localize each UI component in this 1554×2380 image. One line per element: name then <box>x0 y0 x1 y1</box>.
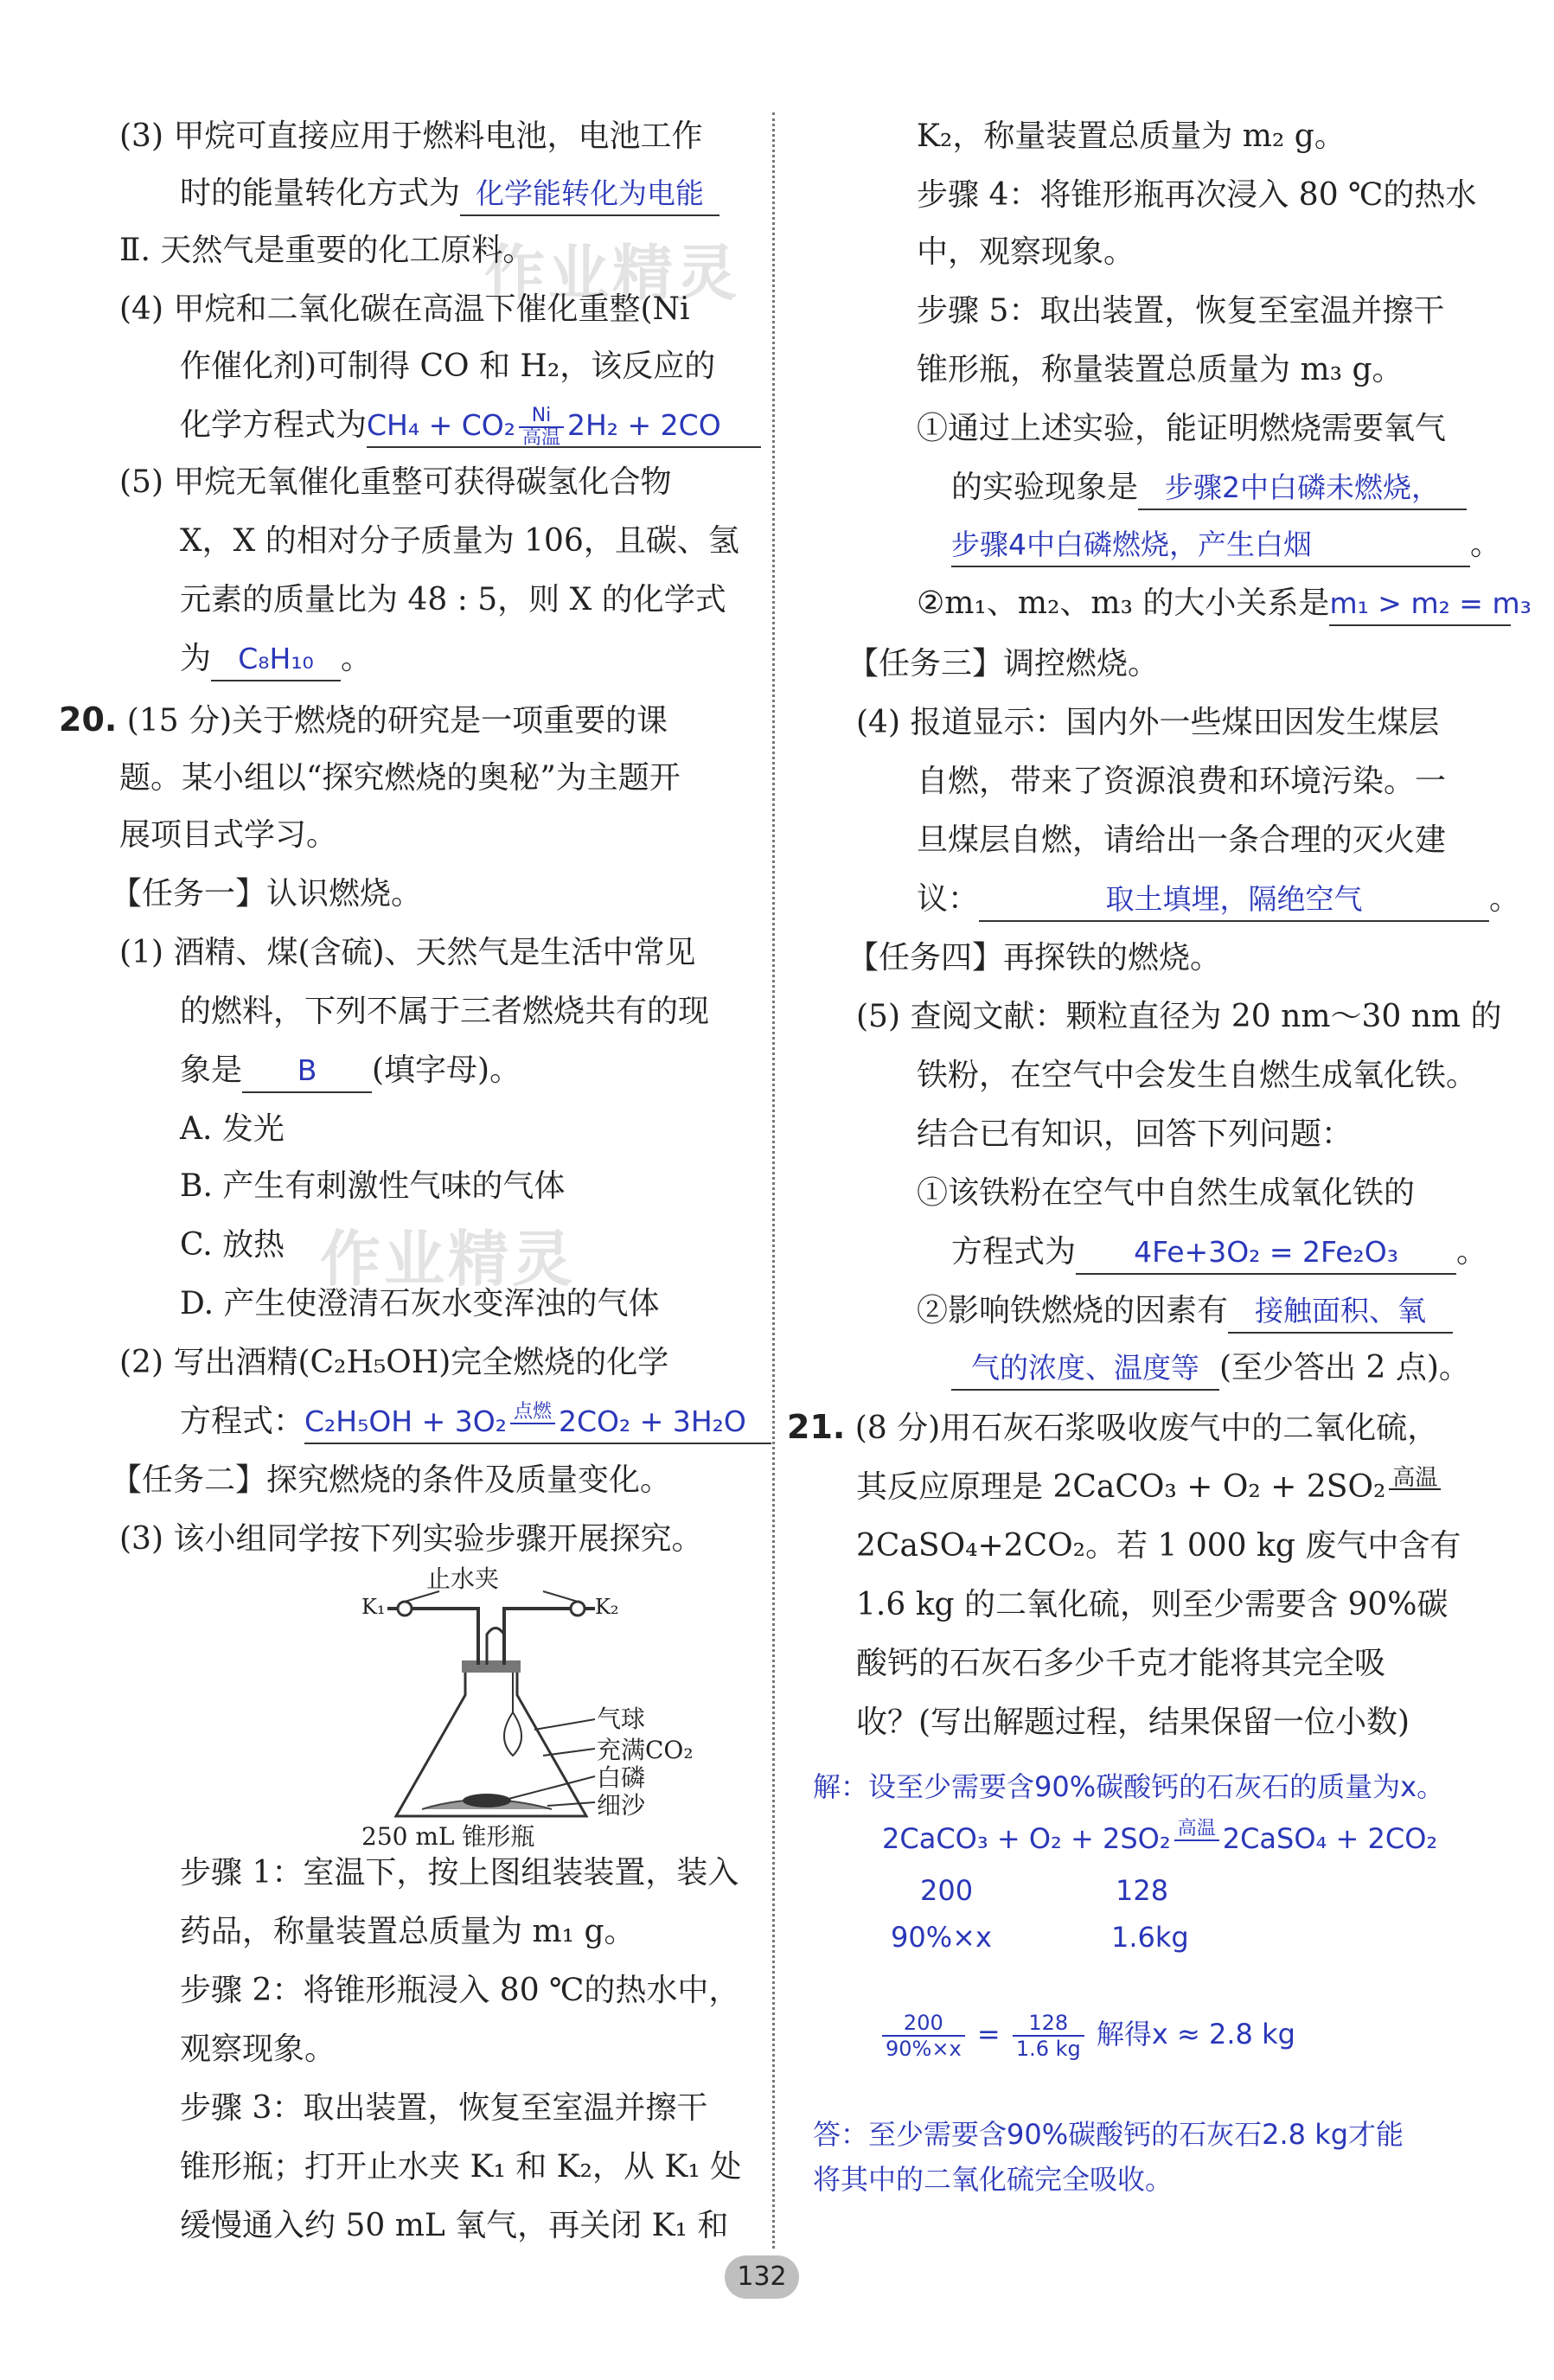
q5-suffix: 。 <box>341 641 373 676</box>
fig-label-balloon: 气球 <box>597 1705 646 1733</box>
t5-c2-line2 <box>951 1346 1470 1391</box>
sol-90x: 90%×x <box>891 1921 992 1954</box>
q4-line1: (4) 甲烷和二氧化碳在高温下催化重整(Ni <box>119 291 690 327</box>
t2-prefix: 方程式： <box>180 1404 305 1439</box>
t5-c2-line1 <box>917 1289 1453 1334</box>
q5-line3: 元素的质量比为 48 : 5，则 X 的化学式 <box>180 582 726 617</box>
step2-line1: 步骤 2：将锥形瓶浸入 80 ℃的热水中， <box>180 1973 740 2008</box>
option-d: D. 产生使澄清石灰水变浑浊的气体 <box>180 1286 660 1321</box>
option-b: B. 产生有刺激性气味的气体 <box>180 1168 566 1204</box>
q5-answer-blank <box>211 642 341 681</box>
q21-line4: 1.6 kg 的二氧化硫，则至少需要含 90%碳 <box>856 1587 1448 1622</box>
sol-128: 128 <box>1116 1874 1169 1907</box>
sol-frac2-bottom: 1.6 kg <box>1015 2037 1081 2061</box>
r-k2-line: K₂，称量装置总质量为 m₂ g。 <box>917 118 1346 154</box>
c1-answer1: 步骤2中白磷未燃烧， <box>1165 470 1441 504</box>
step5-line1: 步骤 5：取出装置，恢复至室温并擦干 <box>917 293 1445 329</box>
step4-line1: 步骤 4：将锥形瓶再次浸入 80 ℃的热水 <box>917 177 1477 213</box>
q4-line3 <box>180 403 761 448</box>
q3-answer-blank <box>460 176 719 216</box>
t4-suffix: 。 <box>1489 881 1521 917</box>
t1-line2: 的燃料，下列不属于三者燃烧共有的现 <box>180 994 710 1029</box>
solution-line1: 解：设至少需要含90%碳酸钙的石灰石的质量为x。 <box>813 1770 1445 1803</box>
q21-line5: 酸钙的石灰石多少千克才能将其完全吸 <box>856 1646 1386 1681</box>
q4-answer-blank <box>367 404 761 449</box>
sol-eq-cond: 高温 <box>1174 1819 1219 1841</box>
t5-line3: 结合已有知识，回答下列问题： <box>917 1116 1353 1152</box>
q4-eq-right: 2H₂ + 2CO <box>567 408 721 442</box>
q3-prefix: 时的能量转化方式为 <box>180 176 461 211</box>
c2-line <box>917 581 1532 626</box>
q21-line1 <box>787 1404 1438 1451</box>
t5-line2: 铁粉，在空气中会发生自燃生成氧化铁。 <box>917 1058 1478 1093</box>
q4-prefix: 化学方程式为 <box>180 407 368 443</box>
option-c: C. 放热 <box>180 1227 285 1263</box>
t4-line1: (4) 报道显示：国内外一些煤田因发生煤层 <box>856 705 1440 740</box>
q4-cond-top: Ni <box>519 406 564 428</box>
q21-condition <box>1389 1465 1441 1511</box>
c1-prefix: 的实验现象是 <box>951 470 1139 505</box>
t5-c2-answer1: 接触面积、氧 <box>1255 1294 1427 1328</box>
t5-c2-answer-blank2 <box>951 1351 1219 1391</box>
c1-answer-blank2 <box>951 528 1470 567</box>
q4-eq-condition <box>519 406 564 449</box>
fig-label-k2: K₂ <box>595 1595 619 1619</box>
column-divider <box>772 112 775 2249</box>
q4-cond-bottom: 高温 <box>521 426 560 449</box>
c2-answer-blank <box>1329 586 1532 626</box>
q4-eq-left: CH₄ + CO₂ <box>367 408 515 442</box>
sol-result: 解得x ≈ 2.8 kg <box>1096 2018 1295 2051</box>
step3-line1: 步骤 3：取出装置，恢复至室温并擦干 <box>180 2090 708 2126</box>
q20-number: 20. <box>59 701 118 739</box>
t5-c1-line1: ①该铁粉在空气中自然生成氧化铁的 <box>917 1175 1416 1211</box>
step2-line2: 观察现象。 <box>180 2031 336 2067</box>
q4-line2: 作催化剂)可制得 CO 和 H₂，该反应的 <box>180 349 716 384</box>
q5-line1: (5) 甲烷无氧催化重整可获得碳氢化合物 <box>119 464 672 500</box>
q20-text1: (15 分)关于燃烧的研究是一项重要的课 <box>126 703 668 739</box>
sol-frac2 <box>1013 2011 1084 2061</box>
q21-text1: (8 分)用石灰石浆吸收废气中的二氧化硫， <box>854 1411 1439 1446</box>
sol-ratio <box>879 2008 1295 2061</box>
q21-cond: 高温 <box>1389 1468 1441 1490</box>
t5-c1-line2 <box>951 1230 1487 1275</box>
t5-c2-answer-blank1 <box>1228 1294 1453 1334</box>
t5-c2-suffix: (至少答出 2 点)。 <box>1219 1350 1470 1385</box>
t5-line1: (5) 查阅文献：颗粒直径为 20 nm～30 nm 的 <box>856 999 1502 1034</box>
t4-line4 <box>917 877 1520 922</box>
task1-heading: 【任务一】认识燃烧。 <box>111 876 423 912</box>
apparatus-figure <box>336 1564 733 1851</box>
t2-line1: (2) 写出酒精(C₂H₅OH)完全燃烧的化学 <box>119 1345 669 1380</box>
q21-text2: 其反应原理是 2CaCO₃ + O₂ + 2SO₂ <box>856 1469 1386 1505</box>
part2-heading: Ⅱ. 天然气是重要的化工原料。 <box>119 233 534 268</box>
t5-c1-prefix: 方程式为 <box>951 1234 1077 1270</box>
fig-label-co2: 充满CO₂ <box>597 1736 694 1764</box>
sol-eq-left: 2CaCO₃ + O₂ + 2SO₂ <box>882 1822 1171 1855</box>
q3-answer: 化学能转化为电能 <box>476 176 705 210</box>
c1-answer-blank1 <box>1138 470 1467 510</box>
t1-answer-blank <box>242 1053 372 1093</box>
t1-suffix: (填字母)。 <box>372 1052 521 1088</box>
step1-line2: 药品，称量装置总质量为 m₁ g。 <box>180 1914 636 1949</box>
q5-prefix: 为 <box>180 641 212 676</box>
t2-line2 <box>180 1399 771 1444</box>
q21-line2 <box>856 1465 1444 1511</box>
t3-line1: (3) 该小组同学按下列实验步骤开展探究。 <box>119 1521 703 1557</box>
sol-frac1-bottom: 90%×x <box>886 2037 962 2061</box>
c1-line3 <box>951 522 1501 567</box>
fig-label-k1: K₁ <box>361 1595 386 1619</box>
fig-label-clip: 止水夹 <box>426 1564 500 1593</box>
fig-label-sand: 细沙 <box>597 1791 646 1820</box>
t2-eq-condition <box>510 1402 555 1445</box>
q20-line2: 题。某小组以“探究燃烧的奥秘”为主题开 <box>119 760 681 796</box>
q3-line2 <box>180 171 719 216</box>
task3-heading: 【任务三】调控燃烧。 <box>847 646 1160 681</box>
q21-line3: 2CaSO₄+2CO₂。若 1 000 kg 废气中含有 <box>856 1528 1461 1564</box>
sol-1-6kg: 1.6kg <box>1111 1921 1189 1954</box>
c1-line1: ①通过上述实验，能证明燃烧需要氧气 <box>917 411 1447 446</box>
c1-line2 <box>951 465 1467 510</box>
q5-answer: C₈H₁₀ <box>238 642 314 675</box>
q3-line1: (3) 甲烷可直接应用于燃料电池，电池工作 <box>119 118 703 154</box>
step5-line2: 锥形瓶，称量装置总质量为 m₃ g。 <box>917 352 1404 387</box>
t2-eq-left: C₂H₅OH + 3O₂ <box>304 1404 507 1438</box>
c2-answer: m₁ > m₂ = m₃ <box>1329 586 1532 620</box>
t1-answer: B <box>297 1053 317 1087</box>
sol-equals: = <box>976 2018 1001 2051</box>
page-number: 132 <box>725 2255 799 2299</box>
q5-line2: X，X 的相对分子质量为 106，且碳、氢 <box>180 523 739 559</box>
step4-line2: 中，观察现象。 <box>917 234 1135 270</box>
sol-eq-condition <box>1174 1819 1219 1862</box>
apparatus-drawing <box>336 1583 733 1842</box>
c1-answer2: 步骤4中白磷燃烧，产生白烟 <box>951 528 1312 561</box>
t1-prefix: 象是 <box>180 1052 243 1088</box>
watermark: 作业精灵 <box>320 1224 576 1295</box>
q20-line1 <box>59 697 668 744</box>
t2-cond: 点燃 <box>510 1402 555 1424</box>
t5-c1-answer-blank <box>1076 1235 1456 1275</box>
t1-line3 <box>180 1048 521 1093</box>
fig-label-phosphorus: 白磷 <box>597 1763 646 1792</box>
sol-frac1-top: 200 <box>882 2011 965 2037</box>
q5-line4 <box>180 637 372 681</box>
t4-line3: 旦煤层自燃，请给出一条合理的灭火建 <box>917 822 1447 858</box>
step1-line1: 步骤 1：室温下，按上图组装装置，装入 <box>180 1855 739 1891</box>
q4-equation <box>367 404 721 449</box>
t2-answer-blank <box>304 1400 771 1444</box>
step3-line2: 锥形瓶；打开止水夹 K₁ 和 K₂，从 K₁ 处 <box>180 2149 742 2185</box>
t5-c2-prefix: ②影响铁燃烧的因素有 <box>917 1293 1229 1328</box>
t2-equation <box>304 1400 746 1438</box>
watermark: 作业精灵 <box>484 238 740 309</box>
t4-line2: 自燃，带来了资源浪费和环境污染。一 <box>917 764 1447 799</box>
task4-heading: 【任务四】再探铁的燃烧。 <box>847 940 1222 976</box>
solution-answer1: 答：至少需要含90%碳酸钙的石灰石2.8 kg才能 <box>813 2118 1404 2151</box>
t4-prefix: 议： <box>917 881 980 917</box>
t5-c1-suffix: 。 <box>1456 1234 1488 1270</box>
sol-frac2-top: 128 <box>1013 2011 1084 2037</box>
c1-suffix: 。 <box>1470 527 1502 562</box>
t4-answer: 取土填埋，隔绝空气 <box>1105 882 1363 916</box>
t5-c1-answer: 4Fe+3O₂ = 2Fe₂O₃ <box>1134 1235 1398 1269</box>
t4-answer-blank <box>979 882 1489 922</box>
sol-eq-right: 2CaSO₄ + 2CO₂ <box>1222 1822 1438 1855</box>
t1-line1: (1) 酒精、煤(含硫)、天然气是生活中常见 <box>119 935 696 970</box>
c2-prefix: ②m₁、m₂、m₃ 的大小关系是 <box>917 585 1330 621</box>
sol-frac1 <box>882 2011 965 2061</box>
q21-number: 21. <box>787 1408 846 1446</box>
step3-line3: 缓慢通入约 50 mL 氧气，再关闭 K₁ 和 <box>180 2208 729 2243</box>
solution-answer2: 将其中的二氧化硫完全吸收。 <box>813 2163 1173 2196</box>
q21-line6: 收？(写出解题过程，结果保留一位小数) <box>856 1705 1410 1740</box>
fig-caption: 250 mL 锥形瓶 <box>361 1822 535 1851</box>
t5-c2-answer2: 气的浓度、温度等 <box>971 1351 1199 1385</box>
solution-equation <box>882 1816 1437 1862</box>
option-a: A. 发光 <box>180 1111 285 1147</box>
sol-200: 200 <box>920 1874 974 1907</box>
q20-line3: 展项目式学习。 <box>119 817 338 853</box>
task2-heading: 【任务二】探究燃烧的条件及质量变化。 <box>111 1462 672 1498</box>
t2-eq-right: 2CO₂ + 3H₂O <box>558 1404 746 1438</box>
